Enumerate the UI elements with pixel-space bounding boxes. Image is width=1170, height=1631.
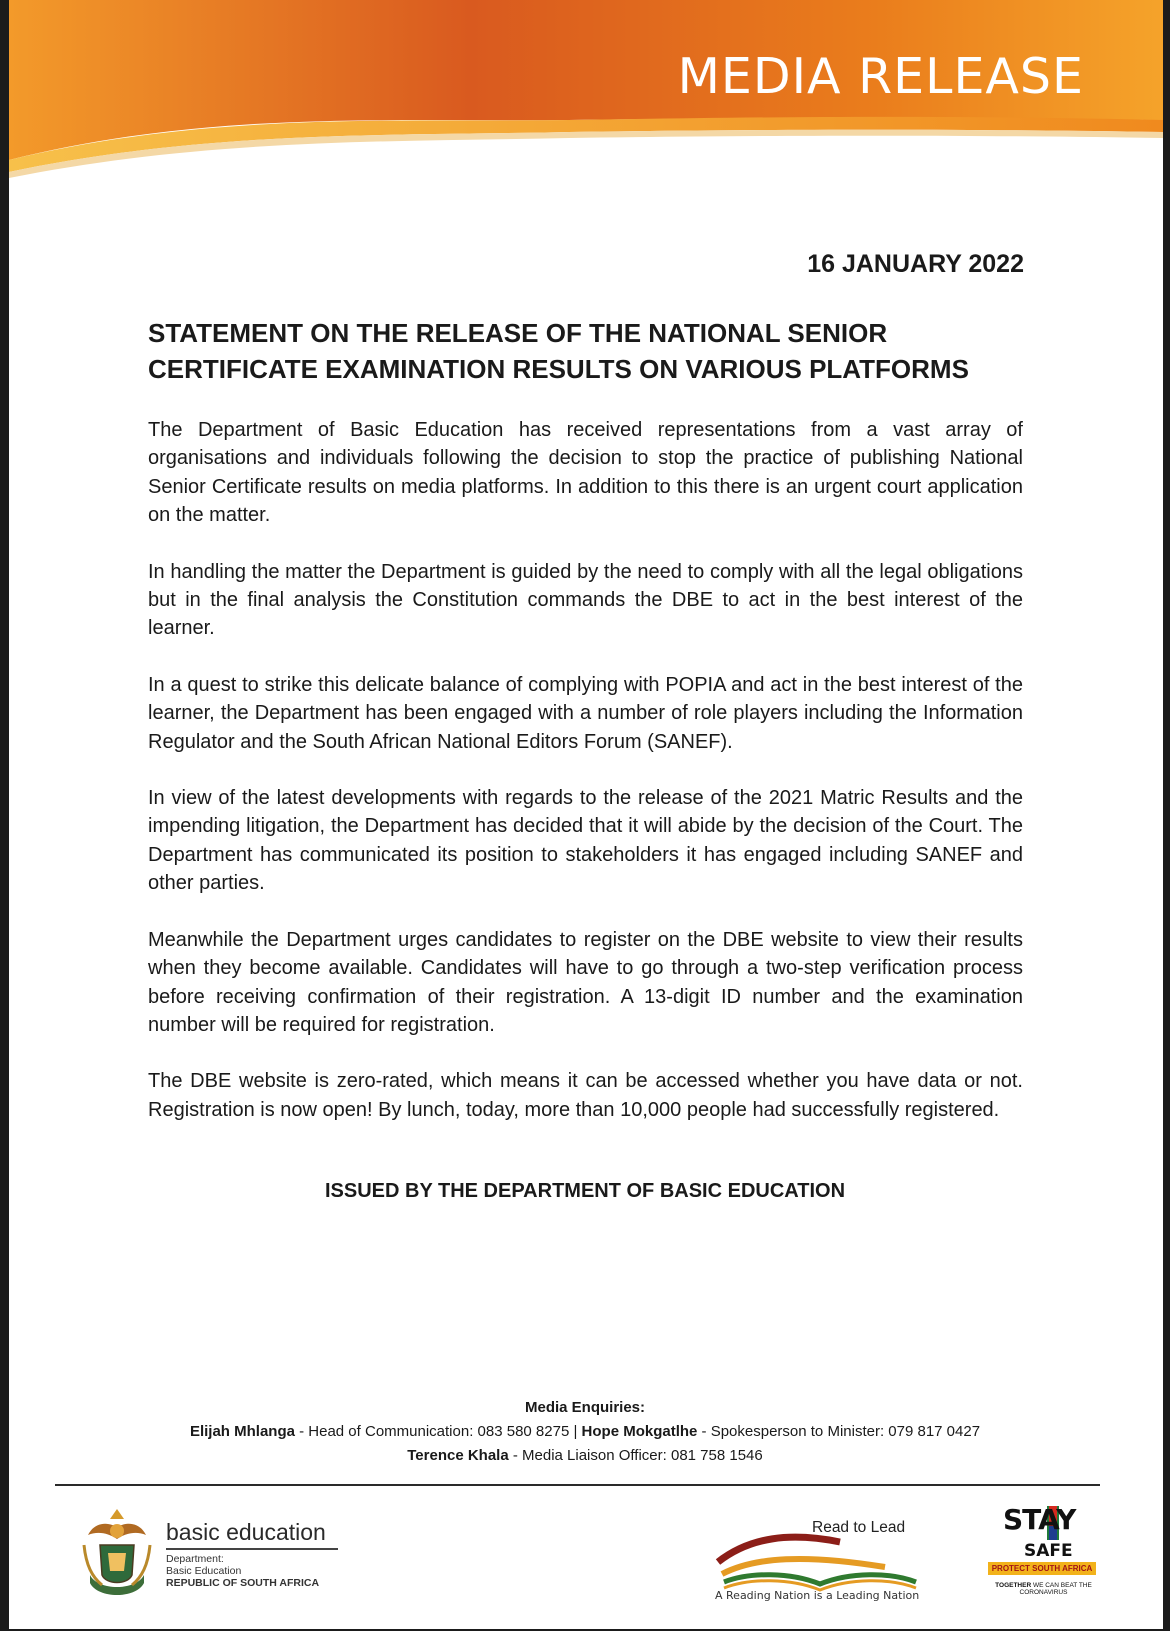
- paragraph: In a quest to strike this delicate balance of complying with POPIA and act in the best interest of the learner, the Department has been engaged with a number of role players including the Information Regulator and the South African National Editors Forum (SANEF).: [148, 673, 1023, 753]
- coat-of-arms-icon: [80, 1505, 154, 1601]
- banner-title: MEDIA RELEASE: [677, 48, 1084, 105]
- read-to-lead-title: Read to Lead: [812, 1519, 906, 1536]
- contact-role: - Spokesperson to Minister: 079 817 0427: [697, 1423, 981, 1440]
- dept-country: REPUBLIC OF SOUTH AFRICA: [166, 1577, 320, 1589]
- media-enquiries: [0, 1396, 1170, 1468]
- footer-divider: [55, 1484, 1100, 1486]
- together-slogan: [976, 1582, 1111, 1596]
- contact-name: Hope Mokgatlhe: [581, 1423, 698, 1440]
- protect-south-africa-banner: PROTECT SOUTH AFRICA: [988, 1562, 1096, 1575]
- enquiries-heading: Media Enquiries:: [524, 1399, 646, 1416]
- dept-line: Department:: [166, 1553, 224, 1565]
- together-bold: TOGETHER: [995, 1582, 1032, 1589]
- safe-word: SAFE: [1024, 1541, 1073, 1561]
- paragraph: Meanwhile the Department urges candidates to register on the DBE website to view their results when they become available. Candidates will have to go through a two-step verification process before receiving confirmation of their registration. A 13-digit ID number and the examination number will be required for registration.: [148, 928, 1023, 1036]
- contact-role: - Head of Communication: 083 580 8275 |: [294, 1423, 582, 1440]
- paragraph: The DBE website is zero-rated, which means it can be accessed whether you have data or not. Registration is now open! By lunch, today, more than 10,000 people had successfully registered.: [148, 1070, 1023, 1121]
- dept-name: basic education: [166, 1519, 326, 1545]
- statement-title: STATEMENT ON THE RELEASE OF THE NATIONAL SENIOR CERTIFICATE EXAMINATION RESULTS ON VARIOUS PLATFORMS: [148, 318, 969, 384]
- paragraph: The Department of Basic Education has received representations from a vast array of organisations and individuals following the decision to stop the practice of publishing National Senior Certificate results on media platforms. In addition to this there is an urgent court application on the matter.: [148, 419, 1023, 527]
- dept-details: [166, 1553, 319, 1589]
- stay-word: STAY: [1003, 1503, 1076, 1536]
- paragraph: In view of the latest developments with regards to the release of the 2021 Matric Results and the impending litigation, the Department has decided that it will abide by the decision of the Court. The Department has communicated its position to stakeholders it has engaged including SANEF and other parties.: [148, 787, 1023, 895]
- issued-by: ISSUED BY THE DEPARTMENT OF BASIC EDUCATION: [324, 1180, 846, 1202]
- statement-body: [148, 416, 1023, 1152]
- paragraph: In handling the matter the Department is guided by the need to comply with all the legal obligations but in the final analysis the Constitution commands the DBE to act in the best interest of the learner.: [148, 560, 1023, 640]
- contact-name: Elijah Mhlanga: [189, 1423, 295, 1440]
- contact-role: - Media Liaison Officer: 081 758 1546: [508, 1447, 763, 1464]
- contact-name: Terence Khala: [407, 1447, 509, 1464]
- dept-underline: [166, 1548, 338, 1550]
- together-rest: WE CAN BEAT THE CORONAVIRUS: [1019, 1582, 1092, 1596]
- dept-line: Basic Education: [166, 1565, 242, 1577]
- read-to-lead-tagline: A Reading Nation is a Leading Nation: [715, 1589, 920, 1602]
- release-date: 16 JANUARY 2022: [807, 250, 1024, 278]
